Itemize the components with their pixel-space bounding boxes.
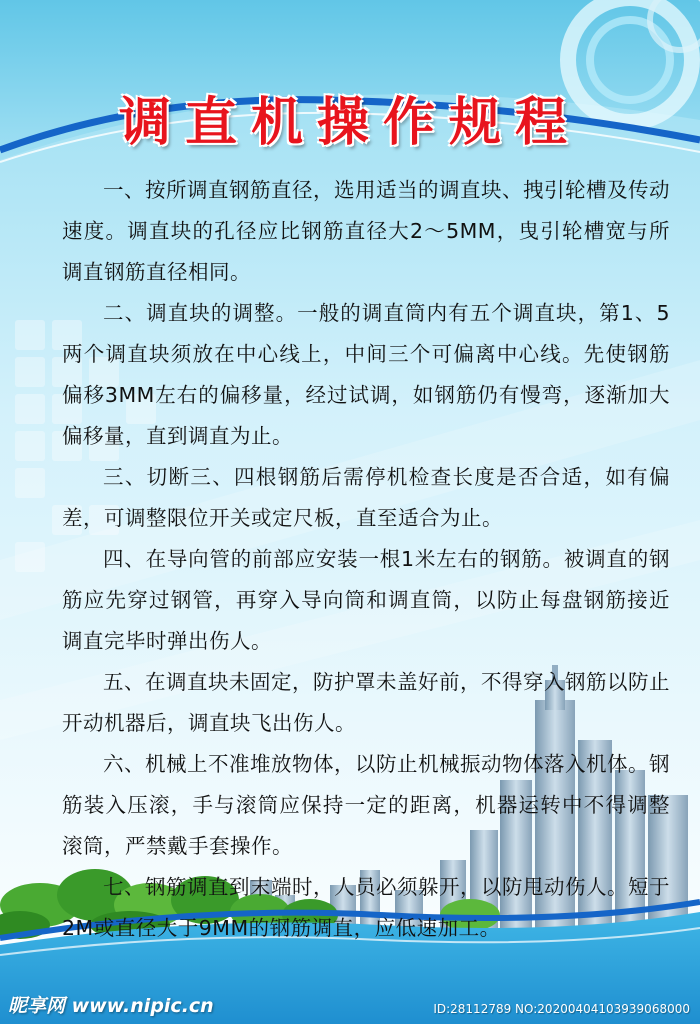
rule-paragraph-5: 五、在调直块未固定，防护罩未盖好前，不得穿入钢筋以防止开动机器后，调直块飞出伤人。 [62,670,670,735]
procedure-body [62,170,670,949]
rule-paragraph-4: 四、在导向管的前部应安装一根1米左右的钢筋。被调直的钢筋应先穿过钢管，再穿入导向筒和调直筒，以防止每盘钢筋接近调直完毕时弹出伤人。 [62,547,670,653]
rule-paragraph-6: 六、机械上不准堆放物体，以防止机械振动物体落入机体。钢筋装入压滚，手与滚筒应保持一定的距离，机器运转中不得调整滚筒，严禁戴手套操作。 [62,752,670,858]
image-id-watermark: ID:28112789 NO:20200404103939068000 [433,1002,690,1016]
rule-paragraph-1: 一、按所调直钢筋直径，选用适当的调直块、拽引轮槽及传动速度。调直块的孔径应比钢筋直径大2～5MM，曳引轮槽宽与所调直钢筋直径相同。 [62,178,670,284]
rule-paragraph-7: 七、钢筋调直到末端时，人员必须躲开，以防甩动伤人。短于2M或直径大于9MM的钢筋调直，应低速加工。 [62,875,670,940]
poster-title: 调直机操作规程 [118,93,581,153]
rule-paragraph-2: 二、调直块的调整。一般的调直筒内有五个调直块，第1、5两个调直块须放在中心线上，中间三个可偏离中心线。先使钢筋偏移3MM左右的偏移量，经过试调，如钢筋仍有慢弯，逐渐加大偏移量，直到调直为止。 [62,301,670,448]
site-watermark: 昵享网 www.nipic.cn [8,995,214,1017]
rule-paragraph-3: 三、切断三、四根钢筋后需停机检查长度是否合适，如有偏差，可调整限位开关或定尺板，直至适合为止。 [62,465,670,530]
